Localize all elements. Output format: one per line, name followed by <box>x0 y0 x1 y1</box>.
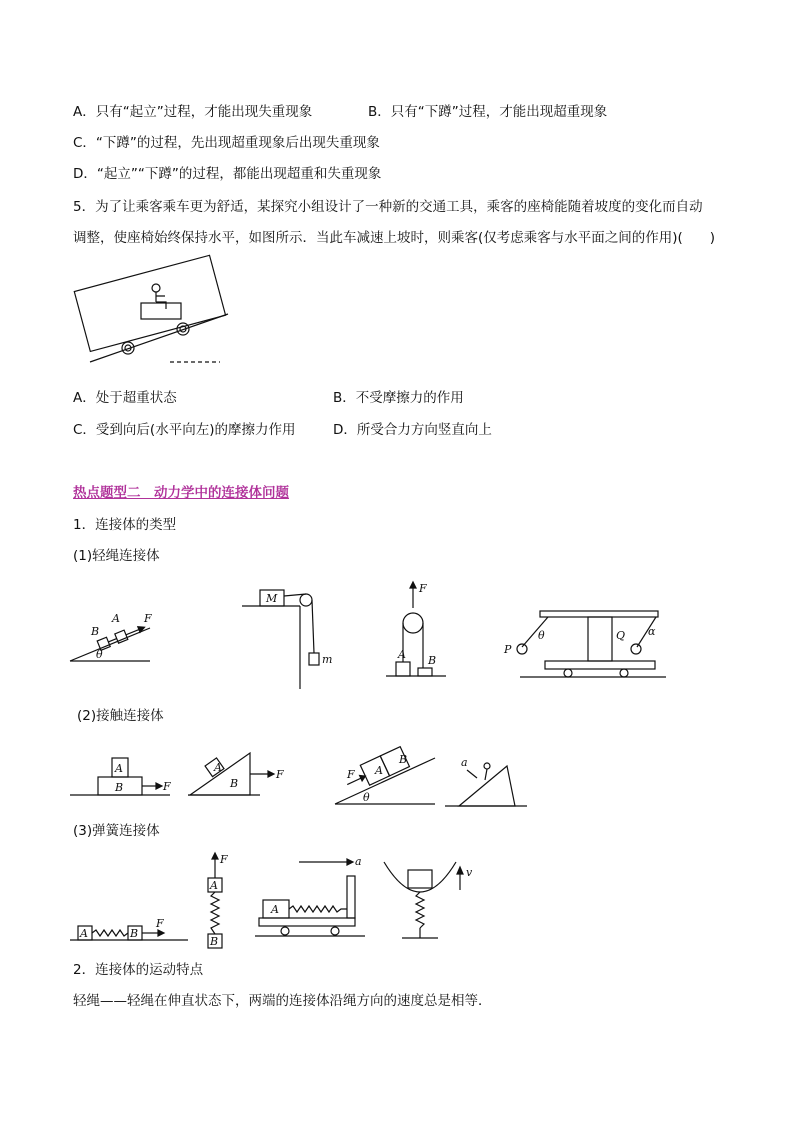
sub2-title: (2)接触连接体 <box>77 708 164 724</box>
label-theta2: θ <box>538 629 545 642</box>
q5-option-b: B．不受摩擦力的作用 <box>333 390 464 406</box>
label-b5: B <box>399 753 408 766</box>
label-a9: A <box>271 903 279 916</box>
label-P: P <box>504 643 512 656</box>
fig-spring-horizontal <box>70 918 190 948</box>
passenger-body <box>156 292 166 309</box>
label-f6: F <box>156 917 164 930</box>
fig-contact-wedge <box>188 750 298 800</box>
item1-title: 1．连接体的类型 <box>73 517 177 533</box>
label-a8: a <box>355 855 362 868</box>
q5-stem-line1: 5．为了让乘客乘车更为舒适，某探究小组设计了一种新的交通工具，乘客的座椅能随着坡度的变化而自动 <box>73 199 703 215</box>
label-a-accel: a <box>461 756 468 769</box>
q5-option-a: A．处于超重状态 <box>73 390 177 406</box>
label-a4: A <box>214 761 222 774</box>
sub3-title: (3)弹簧连接体 <box>73 823 160 839</box>
label-b6: B <box>130 927 139 940</box>
label-a2: A <box>398 648 406 661</box>
label-theta: θ <box>96 648 103 661</box>
label-f: F <box>144 612 152 625</box>
label-m: m <box>322 653 333 666</box>
fig-spring-vertical <box>203 852 243 952</box>
label-f7: F <box>220 853 228 866</box>
label-b3: B <box>115 781 124 794</box>
q4-option-c: C．“下蹲”的过程，先出现超重现象后出现失重现象 <box>73 135 380 151</box>
q4-option-d: D．“起立”“下蹲”的过程，都能出现超重和失重现象 <box>73 166 382 182</box>
q5-vehicle-figure <box>70 250 270 370</box>
label-b2: B <box>428 654 437 667</box>
label-Q: Q <box>616 629 626 642</box>
fig-contact-incline-push <box>335 738 445 808</box>
slope-line <box>90 314 228 362</box>
fig-spring-cart <box>255 852 375 947</box>
q4-option-a: A．只有“起立”过程，才能出现失重现象 <box>73 104 313 120</box>
fig-contact-stacked <box>70 755 190 805</box>
wheel-left <box>122 342 134 354</box>
label-b7: B <box>210 935 219 948</box>
label-a6: A <box>80 927 88 940</box>
rope-note: 轻绳——轻绳在伸直状态下，两端的连接体沿绳方向的速度总是相等． <box>73 993 492 1009</box>
q4-option-b: B．只有“下蹲”过程，才能出现超重现象 <box>368 104 608 120</box>
seat <box>141 303 181 319</box>
label-f5: F <box>347 768 355 781</box>
label-a7: A <box>210 879 218 892</box>
q5-option-d: D．所受合力方向竖直向上 <box>333 422 492 438</box>
label-theta3: θ <box>363 791 370 804</box>
wheel-right <box>177 323 189 335</box>
q5-stem-line2: 调整，使座椅始终保持水平，如图所示．当此车减速上坡时，则乘客(仅考虑乘客与水平面之间的作用)( ) <box>73 230 716 246</box>
label-a: A <box>112 612 120 625</box>
label-a3: A <box>115 762 123 775</box>
section-heading: 热点题型二 动力学中的连接体问题 <box>73 485 289 501</box>
label-v: v <box>466 866 473 879</box>
label-f4: F <box>276 768 284 781</box>
passenger-head <box>152 284 160 292</box>
fig-rope-cart-pendulum <box>500 605 670 695</box>
label-M: M <box>266 592 278 605</box>
fig-rope-pulley-table <box>242 585 342 695</box>
label-f2: F <box>419 582 427 595</box>
label-b4: B <box>230 777 239 790</box>
item2-title: 2．连接体的运动特点 <box>73 962 204 978</box>
label-alpha: α <box>648 625 656 638</box>
sub1-title: (1)轻绳连接体 <box>73 548 160 564</box>
fig-rope-incline <box>70 608 160 668</box>
fig-rope-lifted-pulley <box>386 580 456 690</box>
label-b: B <box>91 625 100 638</box>
q5-option-c: C．受到向后(水平向左)的摩擦力作用 <box>73 422 296 438</box>
fig-contact-person-incline <box>445 752 535 812</box>
label-a5: A <box>375 764 383 777</box>
label-f3: F <box>163 780 171 793</box>
fig-spring-bowl <box>380 852 480 947</box>
